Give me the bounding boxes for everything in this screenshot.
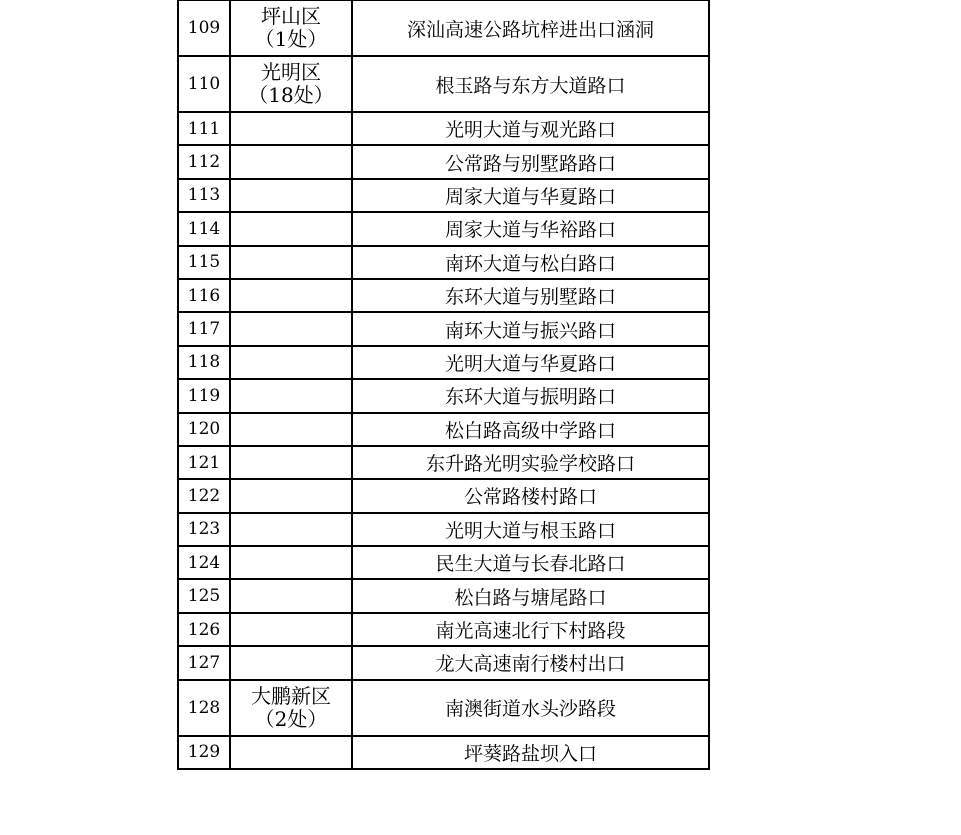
table-row [178,279,709,312]
table-row [178,479,709,512]
table-row [178,736,709,769]
row-number-cell: 123 [178,513,230,546]
district-cell [230,179,352,212]
location-cell: 东环大道与别墅路口 [352,279,709,312]
row-number-cell: 118 [178,346,230,379]
table-row [178,613,709,646]
row-number-cell: 112 [178,145,230,178]
location-cell: 光明大道与华夏路口 [352,346,709,379]
table-row [178,513,709,546]
location-cell: 光明大道与观光路口 [352,112,709,145]
table-row [178,179,709,212]
row-number-cell: 113 [178,179,230,212]
district-count: （1处） [254,27,328,51]
location-cell: 公常路与别墅路路口 [352,145,709,178]
district-cell [230,212,352,245]
district-cell [230,513,352,546]
table-row [178,112,709,145]
table-row [178,446,709,479]
location-cell: 民生大道与长春北路口 [352,546,709,579]
table-row [178,546,709,579]
location-cell: 坪葵路盐坝入口 [352,736,709,769]
row-number-cell: 126 [178,613,230,646]
location-cell: 松白路高级中学路口 [352,413,709,446]
district-name: 坪山区 [261,4,321,28]
district-name: 光明区 [261,60,321,84]
district-cell [230,413,352,446]
row-number-cell: 120 [178,413,230,446]
row-number-cell: 119 [178,379,230,412]
district-cell [230,145,352,178]
location-cell: 深汕高速公路坑梓进出口涵洞 [352,0,709,56]
location-table [177,0,710,770]
row-number-cell: 109 [178,0,230,56]
table-row [178,212,709,245]
table-row [178,646,709,679]
table-row [178,312,709,345]
location-cell: 南澳街道水头沙路段 [352,680,709,736]
row-number-cell: 125 [178,579,230,612]
district-cell [230,646,352,679]
location-cell: 南环大道与松白路口 [352,246,709,279]
location-cell: 根玉路与东方大道路口 [352,56,709,112]
location-cell: 龙大高速南行楼村出口 [352,646,709,679]
row-number-cell: 121 [178,446,230,479]
district-count: （2处） [254,706,328,731]
district-cell [230,379,352,412]
location-cell: 东环大道与振明路口 [352,379,709,412]
row-number-cell: 127 [178,646,230,679]
district-cell [230,546,352,579]
district-cell [230,246,352,279]
district-cell [230,579,352,612]
row-number-cell: 110 [178,56,230,112]
row-number-cell: 129 [178,736,230,769]
district-cell [230,736,352,769]
location-cell: 周家大道与华裕路口 [352,212,709,245]
location-cell: 公常路楼村路口 [352,479,709,512]
location-cell: 周家大道与华夏路口 [352,179,709,212]
table-row [178,346,709,379]
district-cell [230,680,352,736]
table-row [178,413,709,446]
table-row [178,0,709,56]
district-cell [230,312,352,345]
district-cell [230,479,352,512]
location-cell: 光明大道与根玉路口 [352,513,709,546]
district-cell [230,56,352,112]
row-number-cell: 122 [178,479,230,512]
location-cell: 南光高速北行下村路段 [352,613,709,646]
district-cell [230,0,352,56]
district-cell [230,613,352,646]
district-cell [230,446,352,479]
row-number-cell: 117 [178,312,230,345]
table-row [178,379,709,412]
district-count: （18处） [248,83,334,107]
table-row [178,680,709,736]
table-row [178,56,709,112]
location-cell: 南环大道与振兴路口 [352,312,709,345]
table-row [178,579,709,612]
row-number-cell: 111 [178,112,230,145]
district-cell [230,346,352,379]
row-number-cell: 116 [178,279,230,312]
row-number-cell: 114 [178,212,230,245]
row-number-cell: 128 [178,680,230,736]
row-number-cell: 124 [178,546,230,579]
district-name: 大鹏新区 [251,683,331,708]
district-cell [230,112,352,145]
table-row [178,246,709,279]
location-cell: 东升路光明实验学校路口 [352,446,709,479]
table-row [178,145,709,178]
table-body [178,0,709,769]
district-cell [230,279,352,312]
location-cell: 松白路与塘尾路口 [352,579,709,612]
row-number-cell: 115 [178,246,230,279]
